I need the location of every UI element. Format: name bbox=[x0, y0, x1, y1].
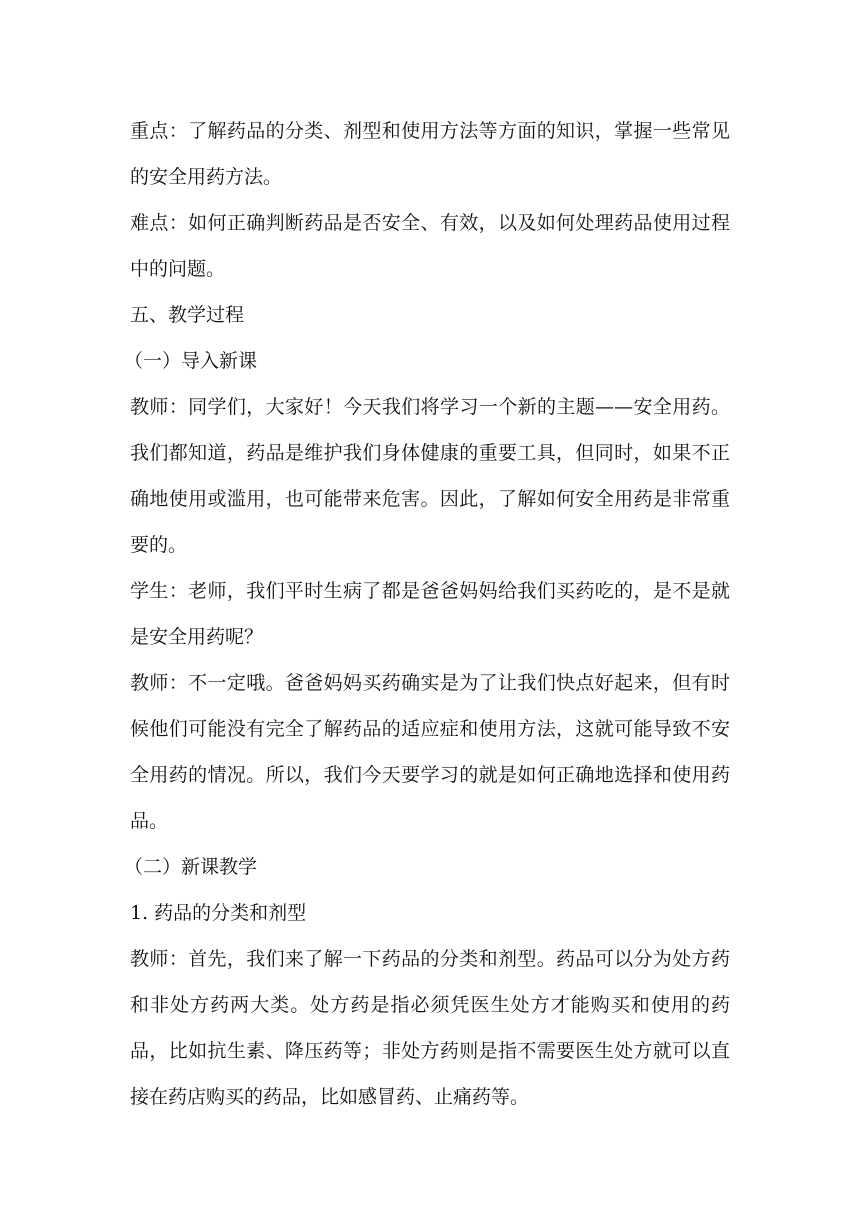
student-question-paragraph: 学生：老师，我们平时生病了都是爸爸妈妈给我们买药吃的，是不是就是安全用药呢？ bbox=[130, 580, 730, 648]
teacher-classification-paragraph: 教师：首先，我们来了解一下药品的分类和剂型。药品可以分为处方药和非处方药两大类。处方药是指必须凭医生处方才能购买和使用的药品，比如抗生素、降压药等；非处方药则是指不需要医生处方就可以直接在药店购买的药品，比如感冒药、止痛药等。 bbox=[130, 948, 730, 1108]
section-five-heading: 五、教学过程 bbox=[130, 304, 245, 326]
key-points-paragraph: 重点：了解药品的分类、剂型和使用方法等方面的知识，掌握一些常见的安全用药方法。 bbox=[130, 120, 730, 188]
item-one-heading: 1. 药品的分类和剂型 bbox=[130, 902, 307, 924]
teacher-answer-paragraph: 教师：不一定哦。爸爸妈妈买药确实是为了让我们快点好起来，但有时候他们可能没有完全了解药品的适应症和使用方法，这就可能导致不安全用药的情况。所以，我们今天要学习的就是如何正确地选择和使用药品。 bbox=[130, 672, 730, 832]
document-body bbox=[124, 108, 730, 1120]
difficulties-paragraph: 难点：如何正确判断药品是否安全、有效，以及如何处理药品使用过程中的问题。 bbox=[130, 212, 730, 280]
teacher-intro-paragraph: 教师：同学们，大家好！今天我们将学习一个新的主题——安全用药。我们都知道，药品是维护我们身体健康的重要工具，但同时，如果不正确地使用或滥用，也可能带来危害。因此，了解如何安全用药是非常重要的。 bbox=[130, 396, 730, 556]
part-one-heading: （一）导入新课 bbox=[124, 350, 258, 372]
part-two-heading: （二）新课教学 bbox=[124, 856, 258, 878]
